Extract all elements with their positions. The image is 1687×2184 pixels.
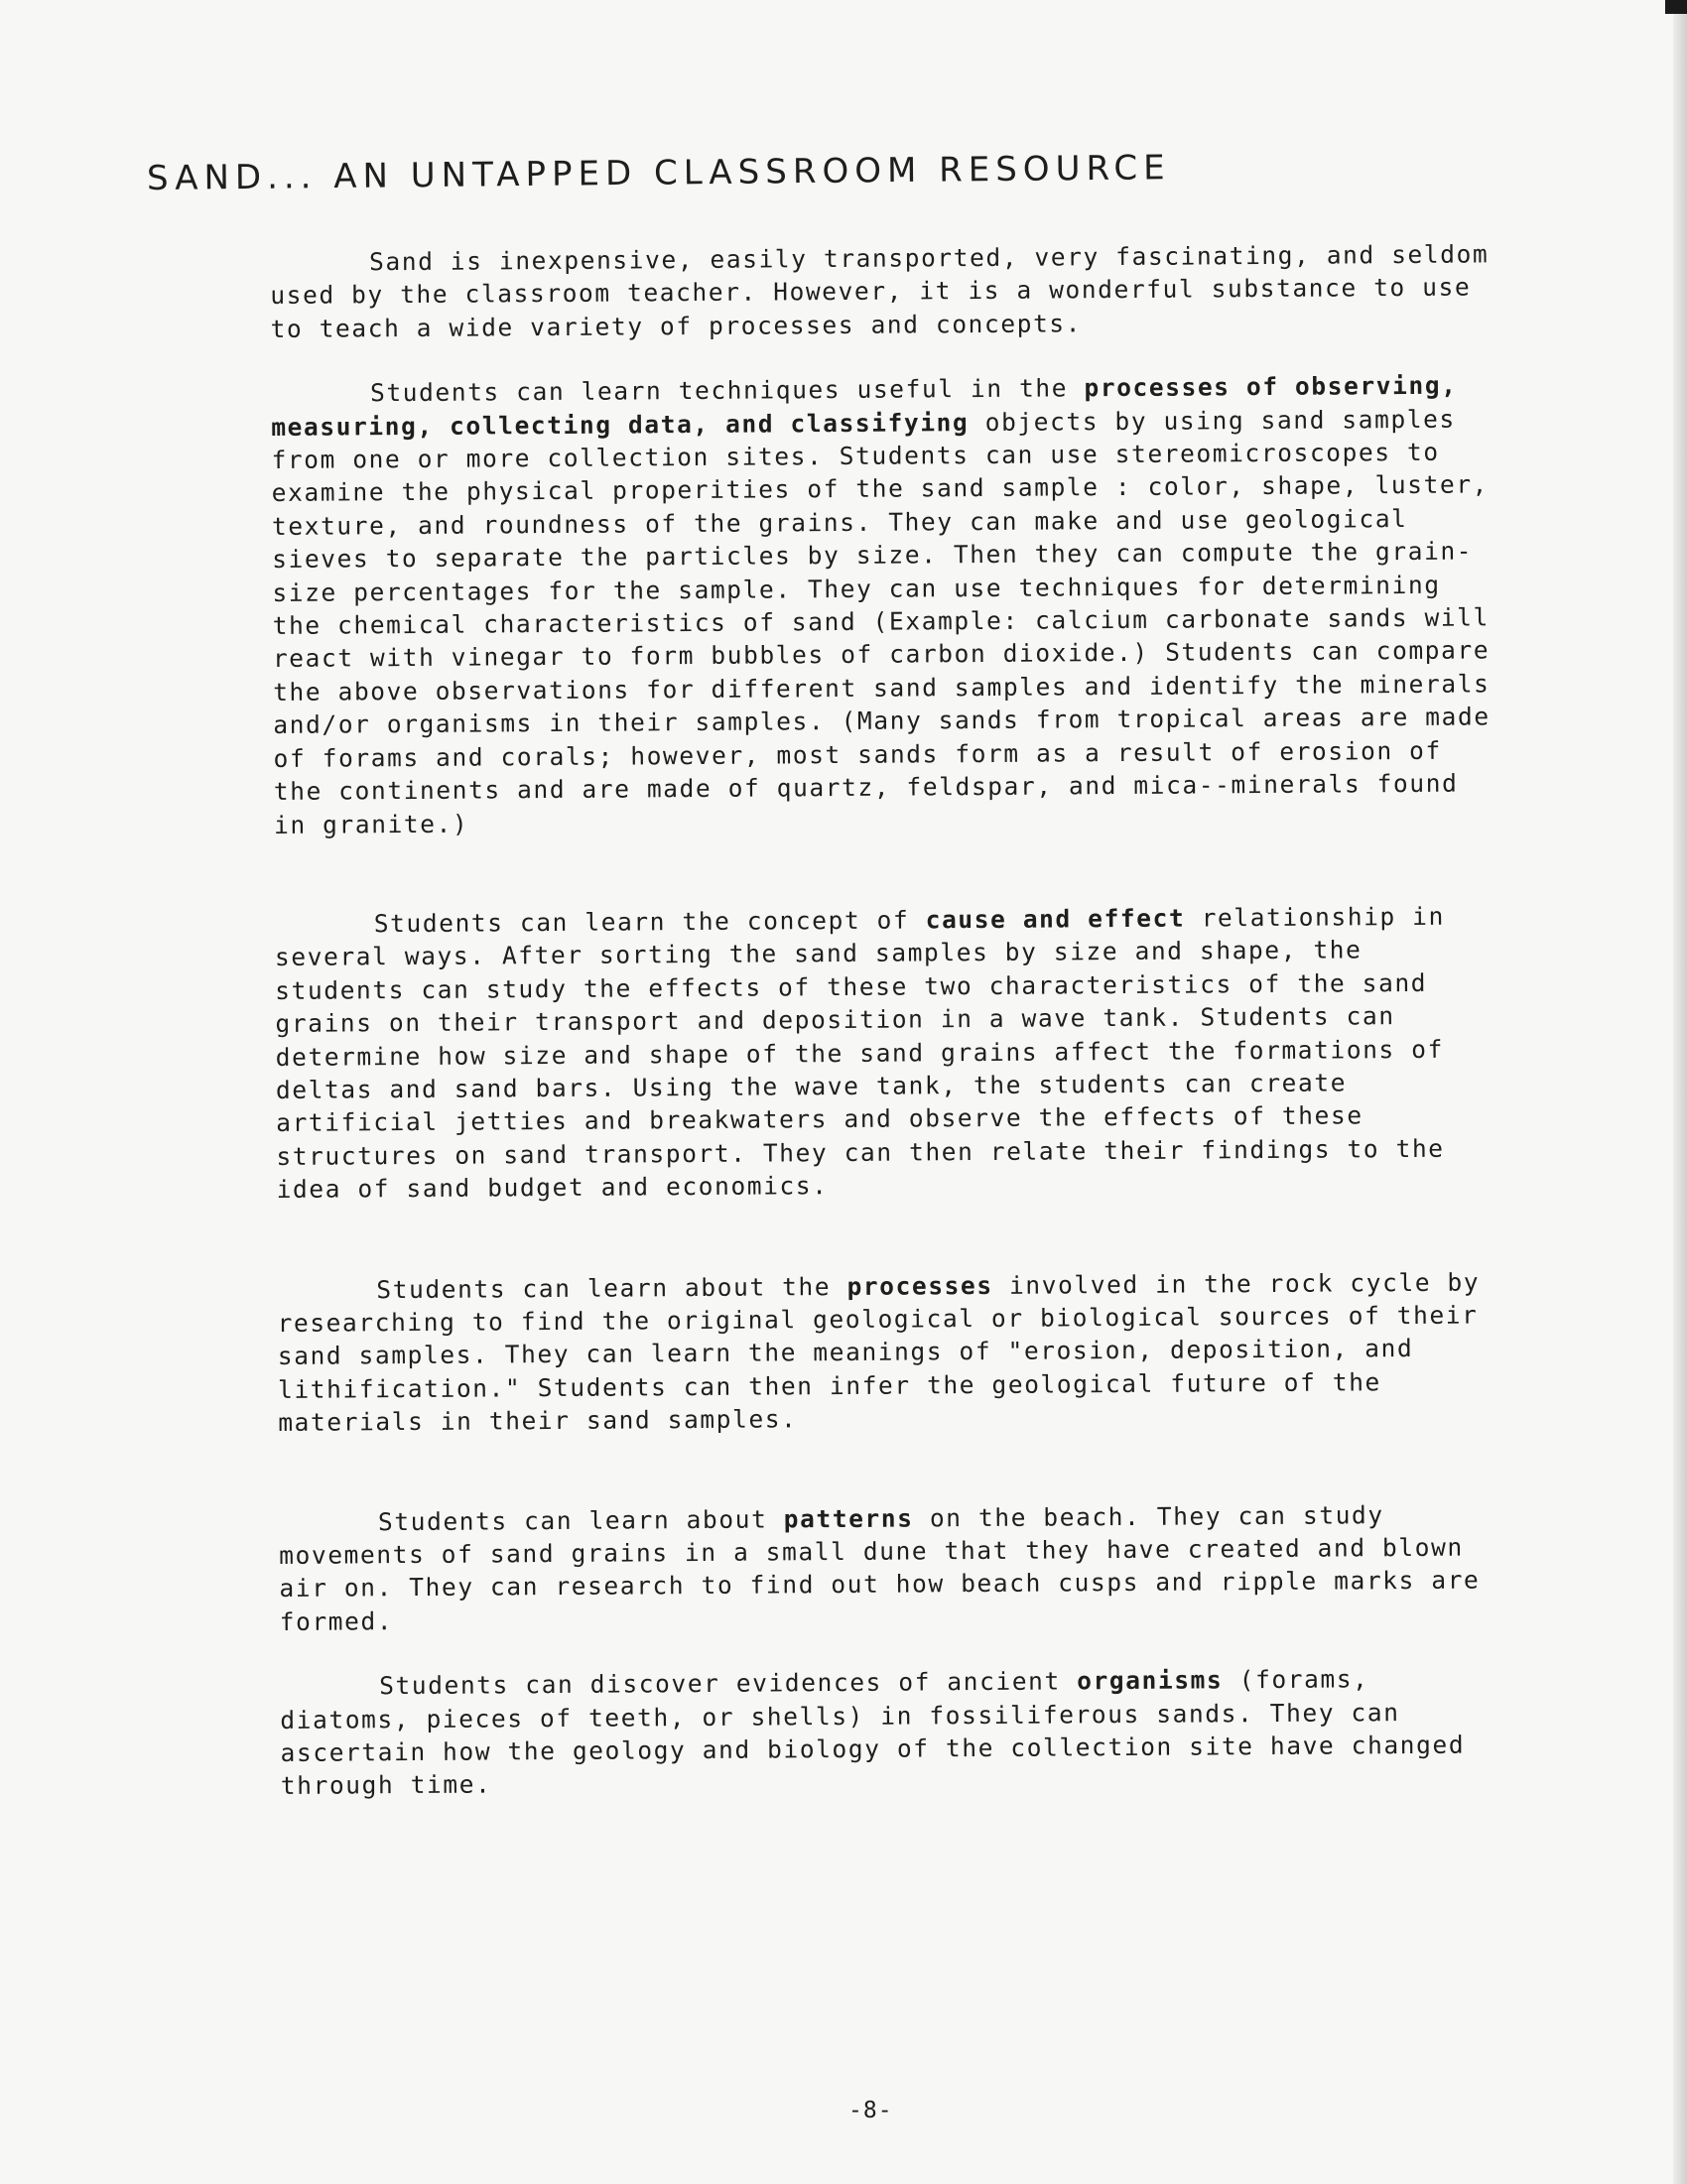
paragraph-rest: objects by using sand samples from one or more collection sites. Students can use stereomicroscopes to examine the physical properities of the sand sample : color, shape, luster, texture, and roundness of the grains. They can make and use geological sieves to separate the particles by size. Then they can compute the grain-size percentages for the sample. They can use techniques for determining the chemical characteristics of sand (Example: calcium carbonate sands will react with vinegar to form bubbles of carbon dioxide.) Students can compare the above observations for different sand samples and identify the minerals and/or organisms in their samples. (Many sands from tropical areas are made of forams and corals; however, most sands form as a result of erosion of the continents and are made of quartz, feldspar, and mica--minerals found in granite.): [271, 404, 1491, 839]
paragraph-rest: relationship in several ways. After sorting the sand samples by size and shape, the students can study the effects of these two characteristics of the sand grains on their transport and deposition in a wave tank. Students can determine how size and shape of the sand grains affect the formations of deltas and sand bars. Using the wave tank, the students can create artificial jetties and breakwaters and observe the effects of these structures on sand transport. They can then relate their findings to the idea of sand budget and economics.: [274, 901, 1445, 1205]
paragraph-keyword: organisms: [1077, 1665, 1224, 1696]
paragraph-keyword: cause and effect: [925, 903, 1186, 935]
page-number: -8-: [848, 2098, 893, 2123]
paragraph-lead: Students can learn about the: [376, 1271, 847, 1304]
page-title: SAND... AN UNTAPPED CLASSROOM RESOURCE: [146, 148, 1171, 198]
paragraph-text: Sand is inexpensive, easily transported, very fascinating, and seldom used by the classroom teacher. However, it is a wonderful substance to use to teach a wide variety of processes and concepts.: [270, 239, 1490, 343]
paragraph-lead: Students can discover evidences of ancient: [379, 1666, 1078, 1701]
page-edge: [1673, 0, 1687, 2184]
paragraph-patterns: [279, 1497, 1500, 1638]
paragraph-keyword: patterns: [783, 1503, 914, 1534]
paragraph-rest: on the beach. They can study movements of sand grains in a small dune that they have created and blown air on. They can research to find out how beach cusps and ripple marks are formed.: [279, 1499, 1481, 1636]
paragraph-cause-effect: [275, 899, 1497, 1206]
paragraph-intro: [270, 237, 1492, 345]
paragraph-keyword: processes: [846, 1270, 993, 1301]
paragraph-lead: Students can learn techniques useful in the: [369, 373, 1085, 408]
paragraph-processes-observing: [271, 369, 1494, 841]
paragraph-lead: Students can learn the concept of: [373, 905, 926, 939]
paragraph-rest: (forams, diatoms, pieces of teeth, or shells) in fossiliferous sands. They can ascertain how the geology and biology of the collection site have changed through time.: [280, 1664, 1466, 1801]
paragraph-rest: involved in the rock cycle by researching to find the original geological or biological sources of their sand samples. They can learn the meanings of "erosion, deposition, and lithification." Students can then infer the geological future of the materials in their sand samples.: [277, 1267, 1481, 1438]
scan-corner-mark: [1665, 0, 1687, 14]
paragraph-keyword: processes of observing, measuring, collecting data, and classifying: [271, 370, 1458, 442]
paragraph-organisms: [280, 1662, 1501, 1803]
paragraph-lead: Students can learn about: [377, 1504, 784, 1536]
paragraph-rock-cycle: [277, 1265, 1498, 1440]
article-body: [270, 237, 1501, 1802]
